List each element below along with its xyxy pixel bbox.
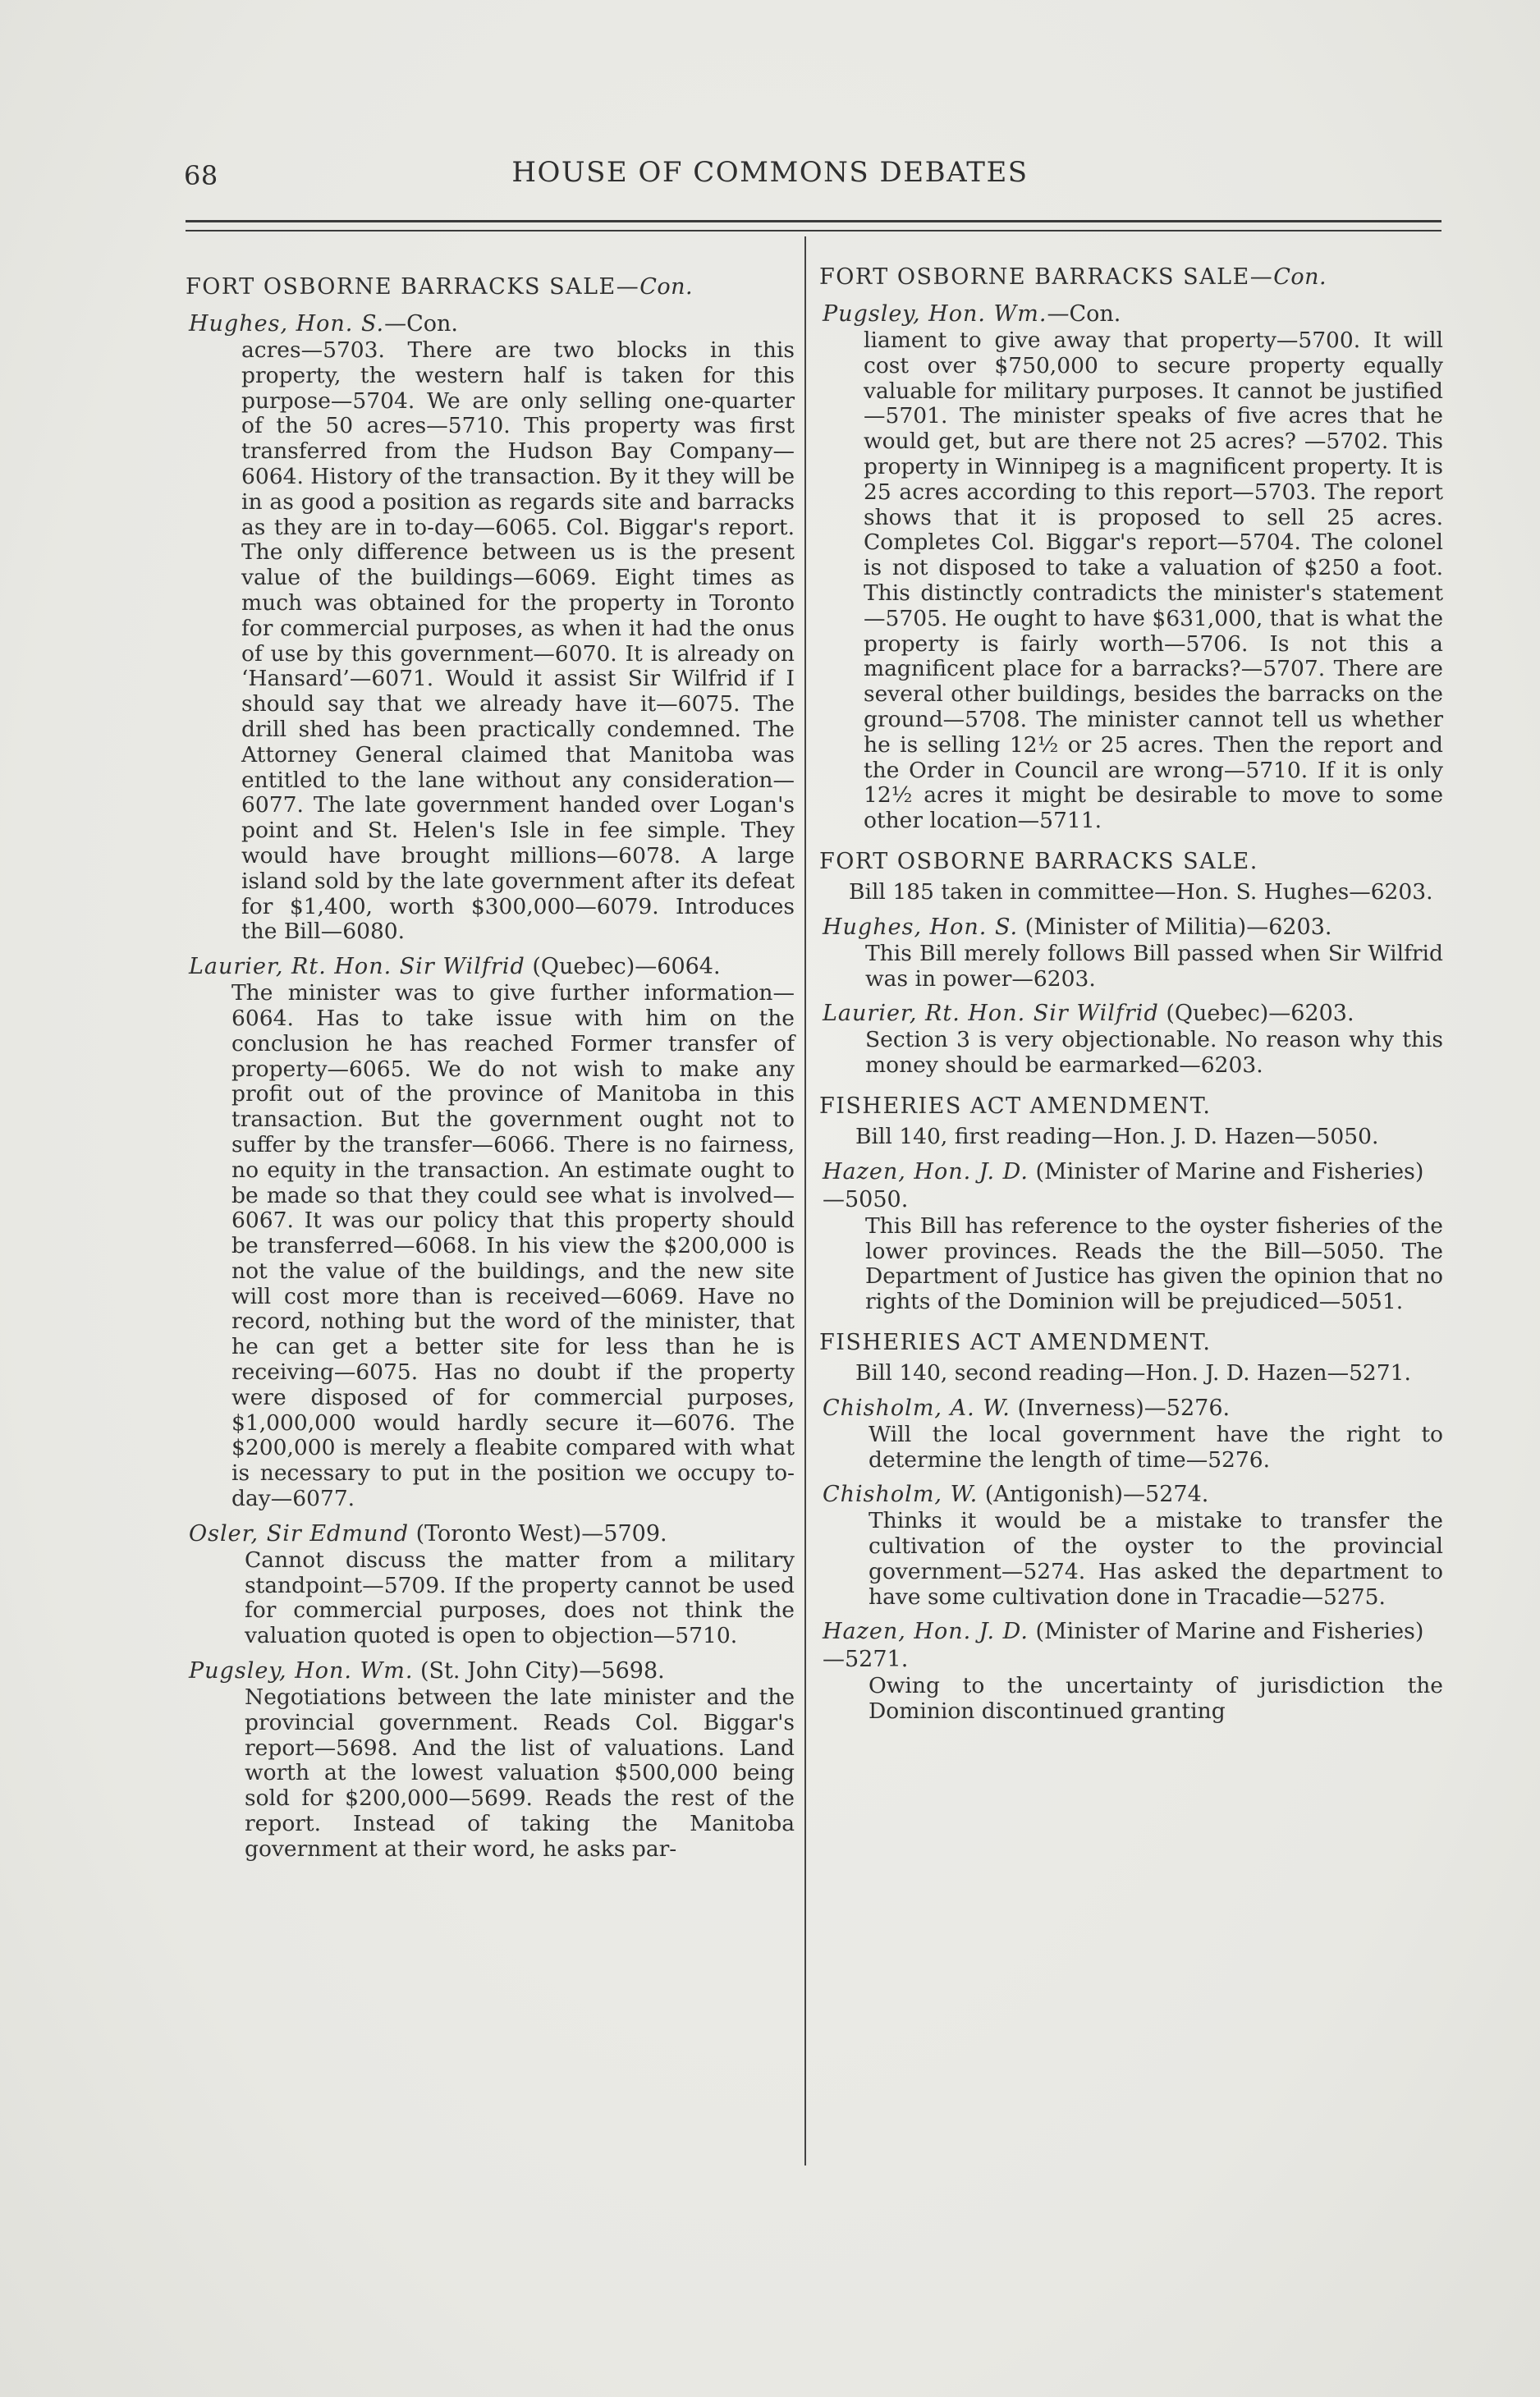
speaker-line: Hughes, Hon. S. (Minister of Militia)—6203.: [823, 914, 1332, 940]
section-heading: FISHERIES ACT AMENDMENT.: [819, 1093, 1212, 1119]
speaker-line: Pugsley, Hon. Wm.—Con.: [823, 301, 1121, 327]
speaker-line: Osler, Sir Edmund (Toronto West)—5709.: [189, 1520, 667, 1547]
entry-text: acres—5703. There are two blocks in this property, the western half is taken for this purpose—5704. We are only selling one-quarter of the 50 acres—5710. This property was first transferred from the Hudson Bay Company—6064. History of the transaction. By it they will be in as good a position as regards site and barracks as they are in to-day—6065. Col. Biggar's report. The only difference between us is the present value of the buildings—6069. Eight times as much was obtained for the property in Toronto for commercial purposes, as when it had the onus of use by this government—6070. It is already on ‘Hansard’—6071. Would it assist Sir Wilfrid if I should say that we already have it—6075. The drill shed has been practically condemned. The Attorney General claimed that Manitoba was entitled to the lane without any consideration—6077. The late government handed over Logan's point and St. Helen's Isle in fee simple. They would have brought millions—6078. A large island sold by the late government after its defeat for $1,400, worth $300,000—6079. Introduces the Bill—6080.: [241, 337, 795, 945]
page-number: 68: [184, 160, 218, 191]
section-fisheries-first: [819, 1092, 1443, 1315]
speaker-name: Chisholm, A. W.: [823, 1395, 1011, 1421]
entry-text: Owing to the uncertainty of jurisdiction the Dominion discontinued granting: [869, 1673, 1443, 1725]
entry-text: Bill 140, second reading—Hon. J. D. Hazen—5271.: [855, 1359, 1411, 1386]
speaker-name: Hazen, Hon. J. D.: [823, 1619, 1029, 1645]
speaker-name: Laurier, Rt. Hon. Sir Wilfrid: [189, 954, 525, 980]
speaker-line: Laurier, Rt. Hon. Sir Wilfrid (Quebec)—6064.: [189, 954, 721, 980]
header-rule: [186, 220, 1441, 222]
section-heading: FORT OSBORNE BARRACKS SALE.: [819, 848, 1258, 874]
speaker-line: Pugsley, Hon. Wm. (St. John City)—5698.: [189, 1658, 665, 1684]
speaker-name: Hughes, Hon. S.: [189, 311, 385, 337]
speaker-name: Laurier, Rt. Hon. Sir Wilfrid: [823, 1001, 1159, 1027]
speaker-line: Hazen, Hon. J. D. (Minister of Marine and Fisheries)—5050.: [823, 1158, 1424, 1212]
speaker-name: Osler, Sir Edmund: [189, 1520, 409, 1547]
speaker-line: Hughes, Hon. S.—Con.: [189, 311, 458, 337]
entry-text: liament to give away that property—5700. It will cost over $750,000 to secure property equally valuable for military purposes. It cannot be justified—5701. The minister speaks of five acres that he would get, but are there not 25 acres? —5702. This property in Winnipeg is a magnificent property. It is 25 acres according to this report—5703. The report shows that it is proposed to sell 25 acres. Completes Col. Biggar's report—5704. The colonel is not disposed to take a valuation of $250 a foot. This distinctly contradicts the minister's statement—5705. He ought to have $631,000, that is what the property is fairly worth—5706. Is not this a magnificent place for a barracks?—5707. There are several other buildings, besides the barracks on the ground—5708. The minister cannot tell us whether he is selling 12½ or 25 acres. Then the report and the Order in Council are wrong—5710. If it is only 12½ acres it might be desirable to move to some other location—5711.: [864, 328, 1443, 834]
left-column: [186, 261, 795, 1871]
entry-text: Bill 185 taken in committee—Hon. S. Hughes—6203.: [849, 878, 1433, 905]
section-fisheries-second: [819, 1328, 1443, 1725]
running-head: HOUSE OF COMMONS DEBATES: [511, 156, 1029, 189]
speaker-line: Hazen, Hon. J. D. (Minister of Marine and Fisheries)—5271.: [823, 1619, 1424, 1673]
speaker-name: Chisholm, W.: [823, 1482, 979, 1508]
entry-text: Section 3 is very objectionable. No reason why this money should be earmarked—6203.: [865, 1027, 1443, 1079]
right-column: [819, 251, 1443, 1733]
section-fort-osborne-sale: [819, 847, 1443, 1079]
column-divider: [804, 236, 806, 2166]
entry-text: Negotiations between the late minister and the provincial government. Reads Col. Biggar's report—5698. And the list of valuations. Land worth at the lowest valuation $500,000 being sold for $200,000—5699. Reads the rest of the report. Instead of taking the Manitoba government at their word, he asks par-: [245, 1684, 795, 1862]
entry-text: Cannot discuss the matter from a military standpoint—5709. If the property cannot be used for commercial purposes, does not think the valuation quoted is open to objection—5710.: [245, 1547, 795, 1649]
speaker-line: Laurier, Rt. Hon. Sir Wilfrid (Quebec)—6203.: [823, 1001, 1354, 1027]
speaker-name: Hughes, Hon. S.: [823, 914, 1019, 940]
entry-text: This Bill has reference to the oyster fisheries of the lower provinces. Reads the the Bill—5050. The Department of Justice has given the opinion that no rights of the Dominion will be prejudiced—5051.: [865, 1212, 1443, 1315]
section-heading: FISHERIES ACT AMENDMENT.: [819, 1329, 1212, 1355]
speaker-name: Pugsley, Hon. Wm.: [823, 301, 1047, 327]
entry-text: Will the local government have the right to determine the length of time—5276.: [869, 1421, 1443, 1473]
entry-text: This Bill merely follows Bill passed when Sir Wilfrid was in power—6203.: [865, 940, 1443, 992]
section-heading: FORT OSBORNE BARRACKS SALE—Con.: [819, 264, 1327, 290]
entry-text: Thinks it would be a mistake to transfer the cultivation of the oyster to the provincial government—5274. Has asked the department to have some cultivation done in Tracadie—5275.: [869, 1508, 1443, 1610]
entry-text: Bill 140, first reading—Hon. J. D. Hazen—5050.: [855, 1123, 1379, 1149]
entry-text: The minister was to give further information—6064. Has to take issue with him on the conclusion he has reached Former transfer of property—6065. We do not wish to make any profit out of the province of Manitoba in this transaction. But the government ought not to suffer by the transfer—6066. There is no fairness, no equity in the transaction. An estimate ought to be made so that they could see what is involved—6067. It was our policy that this property should be transferred—6068. In his view the $200,000 is not the value of the buildings, and the new site will cost more than is received—6069. Have no record, nothing but the word of the minister, that he can get a better site for less than he is receiving—6075. Has no doubt if the property were disposed of for commercial purposes, $1,000,000 would hardly secure it—6076. The $200,000 is merely a fleabite compared with what is necessary to put in the position we occupy to-day—6077.: [231, 980, 795, 1512]
header-rule-lower: [186, 230, 1441, 231]
speaker-line: Chisholm, W. (Antigonish)—5274.: [823, 1482, 1209, 1508]
speaker-line: Chisholm, A. W. (Inverness)—5276.: [823, 1395, 1231, 1421]
speaker-name: Pugsley, Hon. Wm.: [189, 1658, 414, 1684]
section-heading: FORT OSBORNE BARRACKS SALE—Con.: [186, 274, 694, 300]
speaker-name: Hazen, Hon. J. D.: [823, 1158, 1029, 1185]
